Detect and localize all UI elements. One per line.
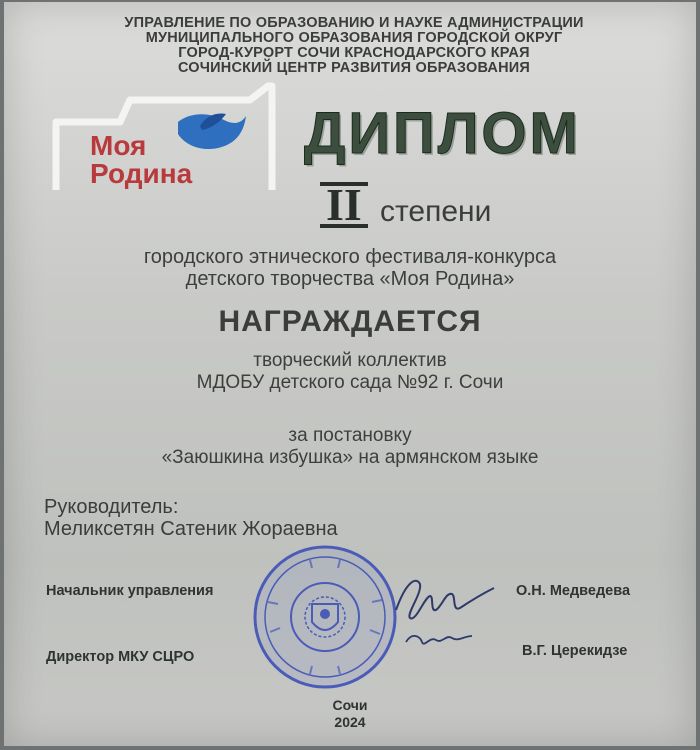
footer-place-date bbox=[4, 697, 696, 731]
dove-icon bbox=[178, 114, 246, 150]
header-line-4: СОЧИНСКИЙ ЦЕНТР РАЗВИТИЯ ОБРАЗОВАНИЯ bbox=[177, 60, 530, 76]
collective-line-2: МДОБУ детского сада №92 г. Сочи bbox=[196, 372, 504, 393]
signatory-1-name: О.Н. Медведева bbox=[516, 583, 631, 599]
signatory-2-role: Директор МКУ СЦРО bbox=[46, 649, 195, 665]
production-line-1: за постановку bbox=[288, 425, 412, 446]
leader-label: Руководитель: bbox=[44, 496, 179, 518]
festival-logo bbox=[50, 82, 290, 192]
degree-numeral: II bbox=[320, 182, 368, 228]
header-line-2: МУНИЦИПАЛЬНОГО ОБРАЗОВАНИЯ ГОРОДСКОЙ ОКРУГ bbox=[145, 30, 563, 46]
footer-city: Сочи bbox=[332, 697, 368, 713]
collective-line-1: творческий коллектив bbox=[253, 350, 447, 371]
production-info bbox=[4, 425, 696, 469]
handwritten-signatures-icon bbox=[376, 562, 496, 662]
leader-block bbox=[44, 496, 338, 540]
leader-name: Меликсетян Сатеник Жораевна bbox=[44, 518, 338, 540]
logo-word-2: Родина bbox=[90, 158, 193, 189]
degree-word: степени bbox=[380, 195, 492, 228]
header-line-1: УПРАВЛЕНИЕ ПО ОБРАЗОВАНИЮ И НАУКЕ АДМИНИСТРАЦИИ bbox=[124, 15, 584, 31]
festival-line-2: детского творчества «Моя Родина» bbox=[185, 268, 515, 290]
diploma-sheet bbox=[4, 2, 696, 746]
production-line-2: «Заюшкина избушка» на армянском языке bbox=[161, 447, 539, 468]
festival-name bbox=[4, 246, 696, 290]
diploma-title: ДИПЛОМ bbox=[304, 101, 581, 166]
festival-line-1: городского этнического фестиваля-конкурса bbox=[143, 246, 557, 268]
logo-word-1: Моя bbox=[90, 130, 147, 161]
signatory-2-name: В.Г. Церекидзе bbox=[522, 643, 628, 659]
issuer-header bbox=[44, 16, 664, 76]
recipient-collective bbox=[4, 350, 696, 394]
footer-year: 2024 bbox=[334, 714, 366, 730]
awarded-heading: НАГРАЖДАЕТСЯ bbox=[218, 305, 482, 338]
header-line-3: ГОРОД-КУРОРТ СОЧИ КРАСНОДАРСКОГО КРАЯ bbox=[178, 45, 530, 61]
signatory-1-role: Начальник управления bbox=[46, 583, 214, 599]
